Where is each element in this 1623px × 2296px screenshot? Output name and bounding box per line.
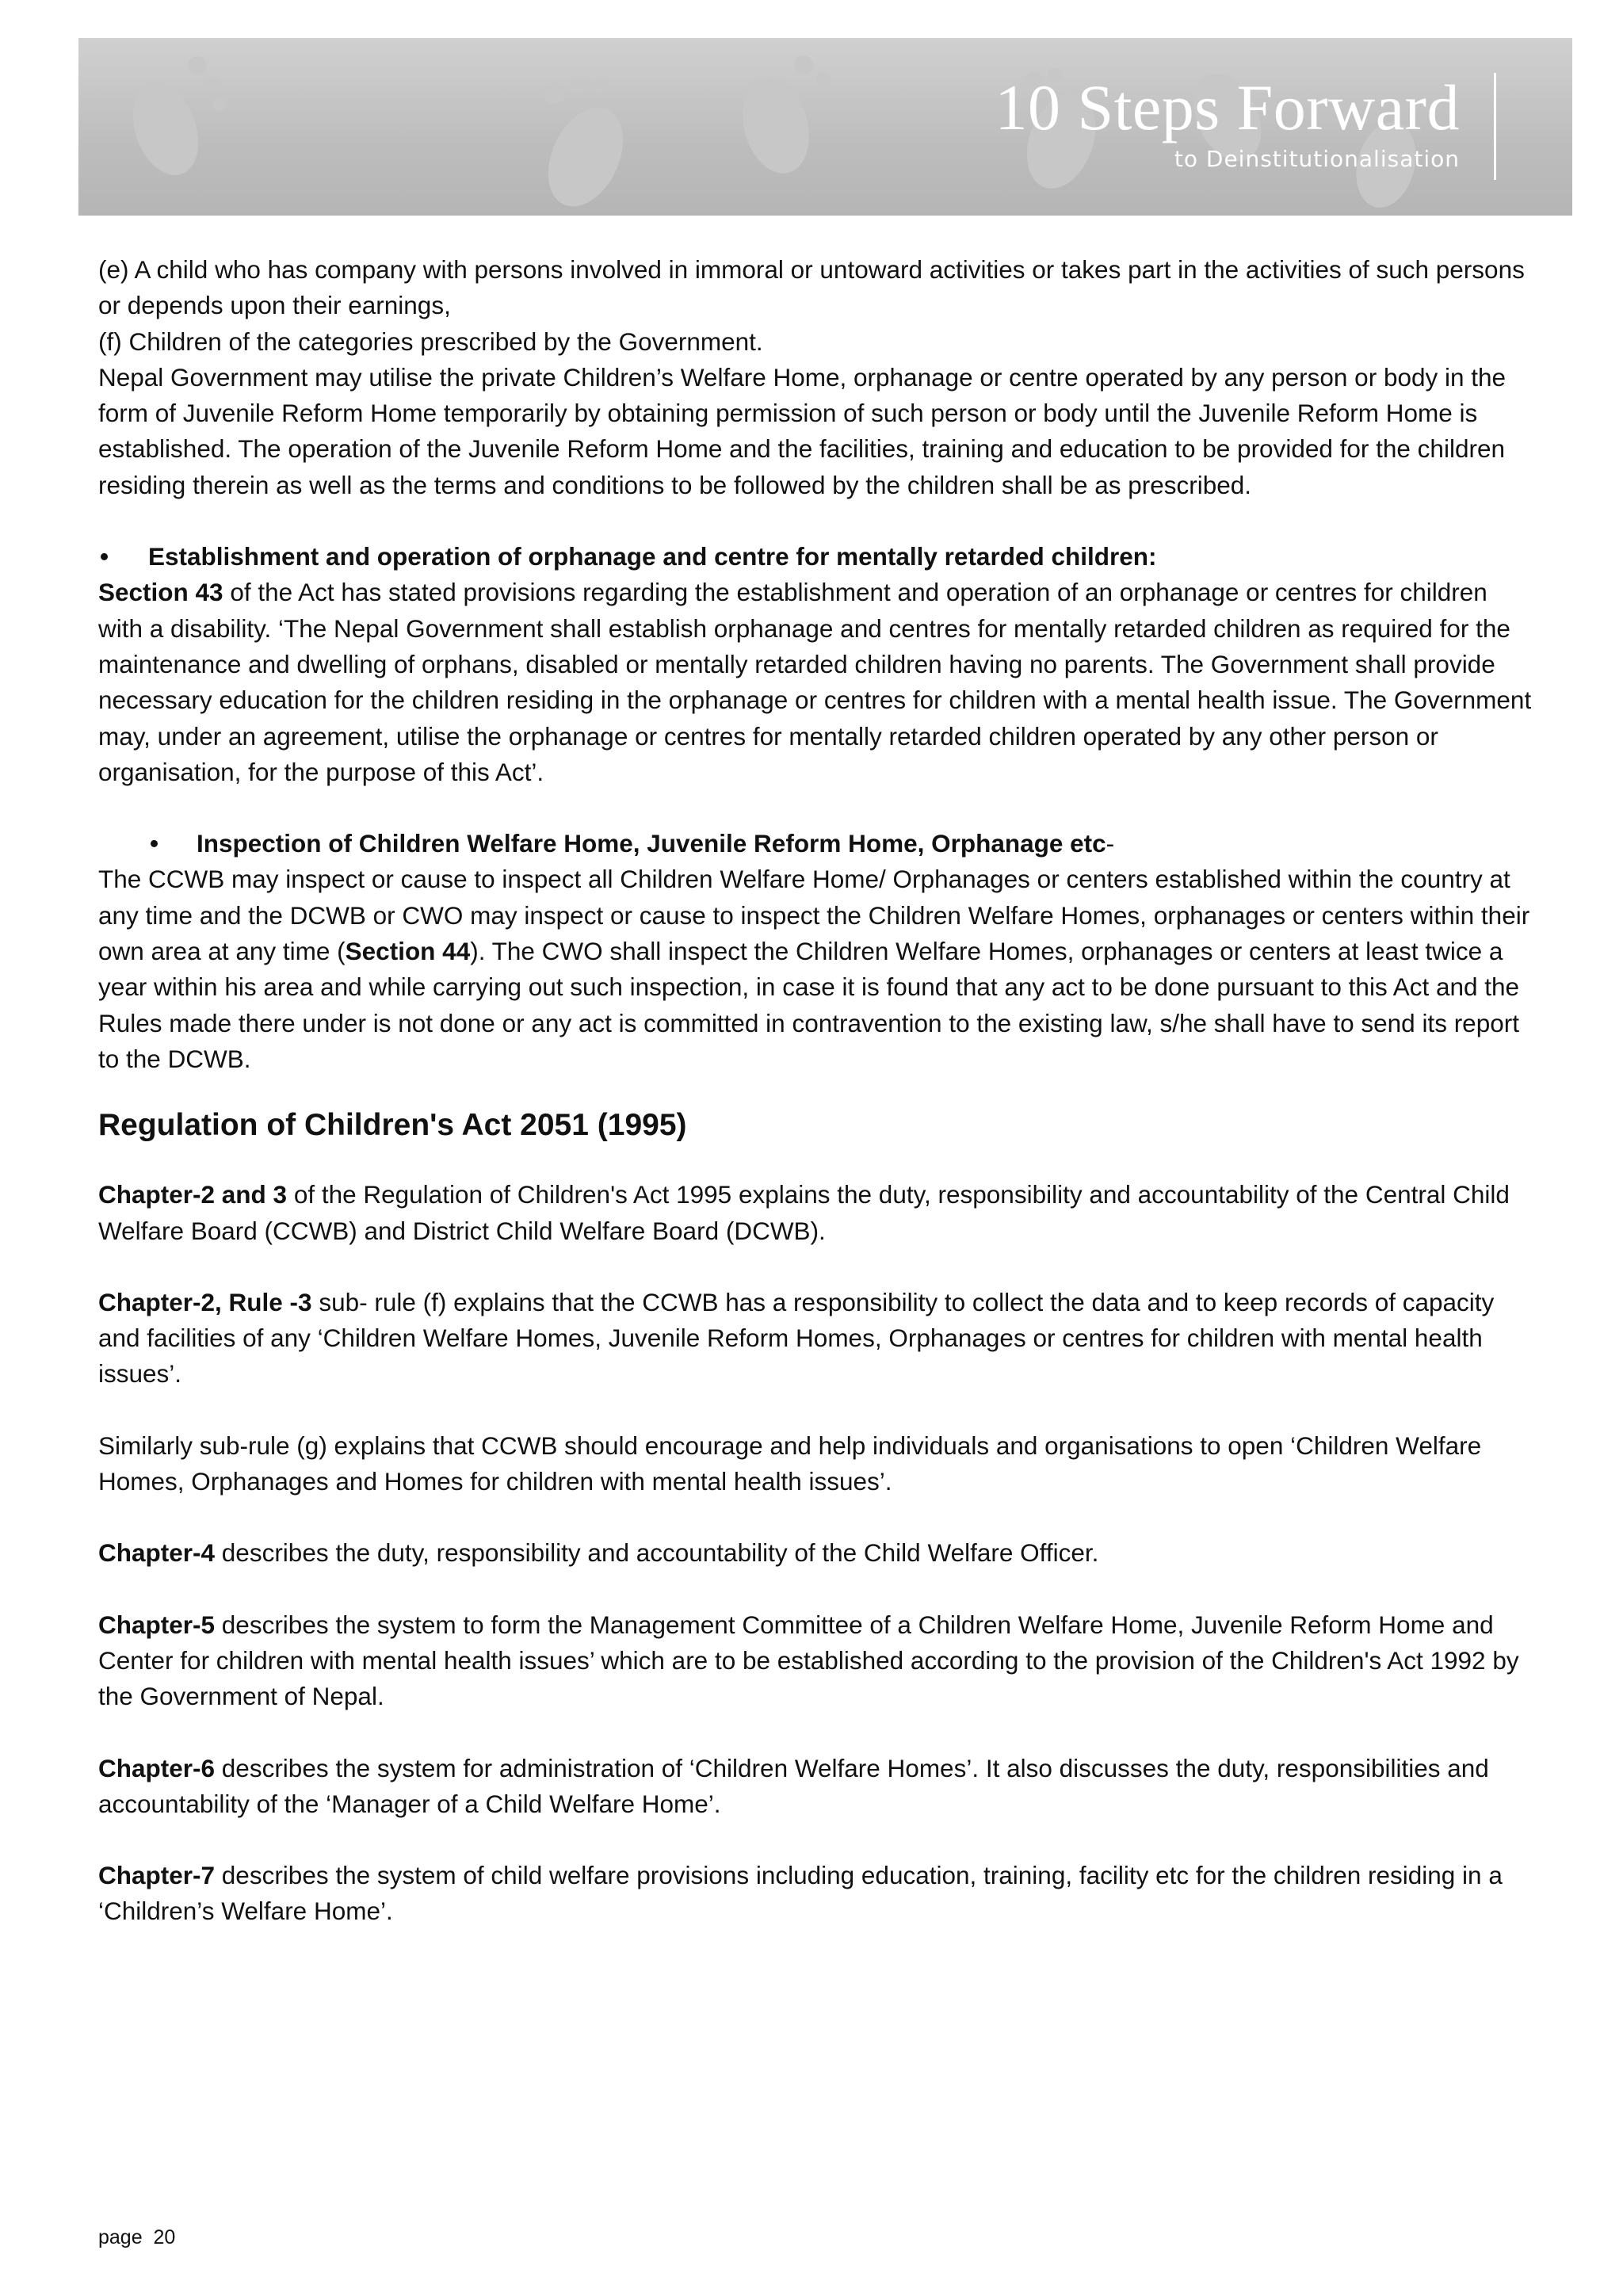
- document-body: [98, 252, 1533, 1930]
- banner-title: 10 Steps Forward: [995, 71, 1460, 143]
- paragraph-chapter-2-3: [98, 1177, 1533, 1249]
- chapter-5-text: describes the system to form the Management Committee of a Children Welfare Home, Juvenile Reform Home and Center for children with mental health issues’ which are to be established according to the provision of the Children's Act 1992 by the Government of Nepal.: [98, 1610, 1519, 1711]
- chapter-5-label: Chapter-5: [98, 1610, 216, 1639]
- chapter-2-3-label: Chapter-2 and 3: [98, 1180, 288, 1209]
- bullet-dot: •: [150, 829, 159, 858]
- bullet-establishment-title: Establishment and operation of orphanage and centre for mentally retarded children:: [148, 542, 1157, 571]
- paragraph-e: (e) A child who has company with persons involved in immoral or untoward activities or takes part in the activities of such persons or depends upon their earnings,: [98, 255, 1525, 320]
- paragraph-chapter-7: [98, 1858, 1533, 1930]
- section-43-text: of the Act has stated provisions regarding the establishment and operation of an orphanage or centres for children with a disability. ‘The Nepal Government shall establish orphanage and centres for mentally retarded children as required for the maintenance and dwelling of orphans, disabled or mentally retarded children having no parents. The Government shall provide necessary education for the children residing in the orphanage or centres for children with a mental health issue. The Government may, under an agreement, utilise the orphanage or centres for mentally retarded children operated by any other person or organisation, for the purpose of this Act’.: [98, 578, 1532, 786]
- inspection-text-after: ). The CWO shall inspect the Children Welfare Homes, orphanages or centers at least twice a year within his area and while carrying out such inspection, in case it is found that any act to be done pursuant to this Act and the Rules made there under is not done or any act is committed in contravention to the existing law, s/he shall have to send its report to the DCWB.: [98, 937, 1520, 1073]
- section-44-ref: Section 44: [345, 937, 471, 966]
- paragraph-inspection: [98, 861, 1533, 1077]
- chapter-6-label: Chapter-6: [98, 1753, 216, 1782]
- chapter-2-rule-3-text: sub- rule (f) explains that the CCWB has a responsibility to collect the data and to keep records of capacity and facilities of any ‘Children Welfare Homes, Juvenile Reform Homes, Orphanages or centres for children with mental health issues’.: [98, 1287, 1495, 1389]
- paragraph-section-43: [98, 575, 1533, 790]
- bullet-establishment: [98, 539, 1533, 575]
- paragraph-similarly: Similarly sub-rule (g) explains that CCWB should encourage and help individuals and organisations to open ‘Children Welfare Homes, Orphanages and Homes for children with mental health issues’.: [98, 1431, 1482, 1496]
- inspection-text-before: The CCWB may inspect or cause to inspect all Children Welfare Home/ Orphanages or centers established within the country at any time and the DCWB or CWO may inspect or cause to inspect the Children Welfare Homes, orphanages or centers within their own area at any time (: [98, 865, 1530, 966]
- paragraph-chapter-2-rule-3: [98, 1285, 1533, 1392]
- chapter-2-rule-3-label: Chapter-2, Rule -3: [98, 1287, 312, 1316]
- bullet-inspection-suffix: -: [1106, 829, 1115, 858]
- bullet-dot: •: [100, 542, 109, 571]
- chapter-6-text: describes the system for administration of ‘Children Welfare Homes’. It also discusses the duty, responsibilities and accountability of the ‘Manager of a Child Welfare Home’.: [98, 1753, 1489, 1818]
- chapter-4-label: Chapter-4: [98, 1538, 216, 1568]
- paragraph-chapter-4: [98, 1535, 1533, 1571]
- section-heading: Regulation of Children's Act 2051 (1995): [98, 1108, 687, 1143]
- banner-divider: [1494, 73, 1496, 180]
- chapter-2-3-text: of the Regulation of Children's Act 1995 explains the duty, responsibility and accountability of the Central Child Welfare Board (CCWB) and District Child Welfare Board (DCWB).: [98, 1180, 1510, 1245]
- page-label: page: [98, 2226, 143, 2248]
- paragraph-f: (f) Children of the categories prescribed by the Government.: [98, 327, 763, 356]
- chapter-4-text: describes the duty, responsibility and accountability of the Child Welfare Officer.: [215, 1538, 1099, 1568]
- bullet-inspection: [98, 826, 1533, 861]
- chapter-7-label: Chapter-7: [98, 1861, 216, 1890]
- section-43-ref: Section 43: [98, 578, 223, 607]
- paragraph-nepal-government: Nepal Government may utilise the private Children’s Welfare Home, orphanage or centre operated by any person or body in the form of Juvenile Reform Home temporarily by obtaining permission of such person or body until the Juvenile Reform Home is established. The operation of the Juvenile Reform Home and the facilities, training and education to be provided for the children residing therein as well as the terms and conditions to be followed by the children shall be as prescribed.: [98, 362, 1507, 499]
- banner-subtitle: to Deinstitutionalisation: [1174, 146, 1460, 172]
- page-footer: [98, 2225, 175, 2249]
- chapter-7-text: describes the system of child welfare provisions including education, training, facility etc for the children residing in a ‘Children’s Welfare Home’.: [98, 1861, 1503, 1926]
- page-number: 20: [153, 2226, 176, 2248]
- paragraph-chapter-5: [98, 1607, 1533, 1715]
- header-banner: [78, 38, 1572, 216]
- paragraph-chapter-6: [98, 1751, 1533, 1823]
- bullet-inspection-title: Inspection of Children Welfare Home, Juvenile Reform Home, Orphanage etc: [197, 829, 1106, 858]
